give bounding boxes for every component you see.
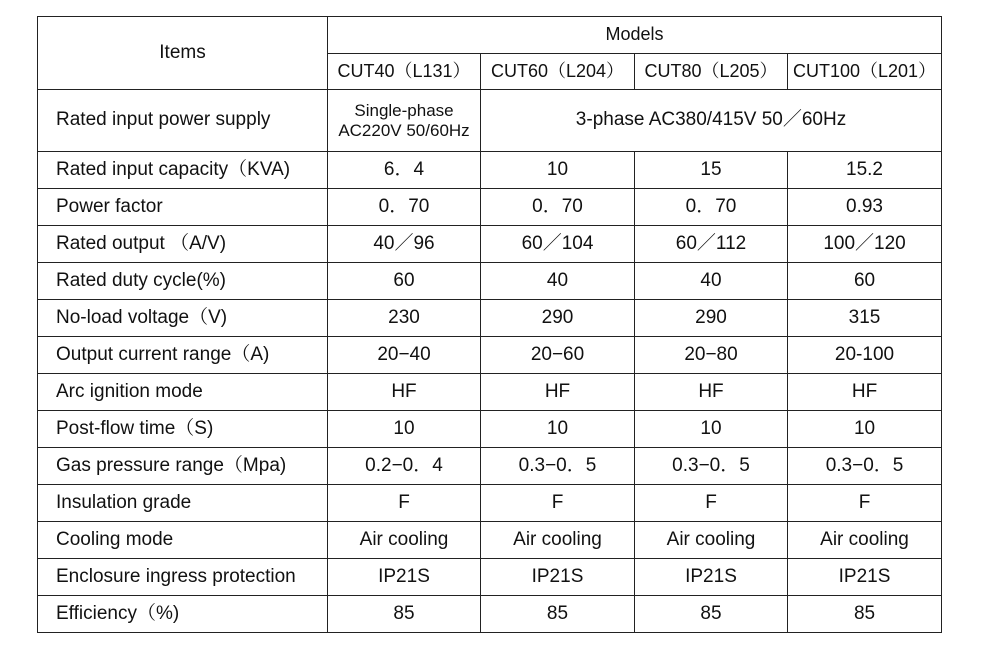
table-cell: 85 [788,596,942,633]
table-cell: 290 [481,300,635,337]
table-row [38,90,942,152]
table-cell: 10 [328,411,481,448]
table-row [38,559,942,596]
table-cell: 60／112 [635,226,788,263]
table-cell: 0．70 [328,189,481,226]
table-cell: 0.3−0．5 [481,448,635,485]
table-row [38,152,942,189]
model-cut80: CUT80（L205） [635,54,788,90]
table-row [38,337,942,374]
table-cell: 10 [788,411,942,448]
single-phase-supply [328,90,481,152]
three-phase-supply: 3-phase AC380/415V 50／60Hz [481,90,942,152]
table-cell: 85 [328,596,481,633]
row-label: Output current range（A) [38,337,328,374]
table-cell: IP21S [481,559,635,596]
table-cell: 0.2−0．4 [328,448,481,485]
model-cut60: CUT60（L204） [481,54,635,90]
table-row [38,300,942,337]
row-label: Insulation grade [38,485,328,522]
models-header: Models [328,17,942,54]
table-cell: HF [328,374,481,411]
table-cell: 0.93 [788,189,942,226]
row-label: Power factor [38,189,328,226]
table-cell: Air cooling [481,522,635,559]
row-label: No-load voltage（V) [38,300,328,337]
table-cell: 40／96 [328,226,481,263]
table-row [38,448,942,485]
table-cell: Air cooling [328,522,481,559]
table-cell: 15.2 [788,152,942,189]
table-cell: Air cooling [788,522,942,559]
single-phase-line2: AC220V 50/60Hz [338,120,470,140]
table-row [38,374,942,411]
table-cell: HF [635,374,788,411]
single-phase-line1: Single-phase [354,100,454,120]
table-cell: 6．4 [328,152,481,189]
table-cell: 20−60 [481,337,635,374]
table-cell: 10 [481,411,635,448]
table-cell: IP21S [788,559,942,596]
table-cell: HF [788,374,942,411]
table-cell: IP21S [328,559,481,596]
table-row [38,226,942,263]
row-label: Post-flow time（S) [38,411,328,448]
row-label: Rated output （A/V) [38,226,328,263]
table-cell: 0．70 [481,189,635,226]
table-cell: 0.3−0．5 [788,448,942,485]
table-cell: F [788,485,942,522]
specification-table [37,16,942,633]
table-cell: 20-100 [788,337,942,374]
table-cell: 40 [635,263,788,300]
table-cell: F [328,485,481,522]
table-cell: 315 [788,300,942,337]
row-label: Rated duty cycle(%) [38,263,328,300]
row-label: Arc ignition mode [38,374,328,411]
table-row [38,411,942,448]
table-cell: 0.3−0．5 [635,448,788,485]
row-label: Rated input power supply [38,90,328,152]
model-cut40: CUT40（L131） [328,54,481,90]
table-cell: 60 [788,263,942,300]
table-cell: 230 [328,300,481,337]
table-cell: F [635,485,788,522]
items-header: Items [38,17,328,90]
table-cell: 60 [328,263,481,300]
table-cell: Air cooling [635,522,788,559]
header-row-top [38,17,942,54]
table-cell: 20−80 [635,337,788,374]
table-cell: 10 [481,152,635,189]
table-cell: 60／104 [481,226,635,263]
row-label: Rated input capacity（KVA) [38,152,328,189]
model-cut100: CUT100（L201） [788,54,942,90]
table-row [38,189,942,226]
table-cell: 0．70 [635,189,788,226]
table-cell: 85 [635,596,788,633]
row-label: Enclosure ingress protection [38,559,328,596]
table-cell: IP21S [635,559,788,596]
row-label: Efficiency（%) [38,596,328,633]
table-row [38,522,942,559]
table-cell: 100／120 [788,226,942,263]
table-row [38,263,942,300]
table-row [38,596,942,633]
row-label: Gas pressure range（Mpa) [38,448,328,485]
table-cell: 85 [481,596,635,633]
table-cell: F [481,485,635,522]
table-cell: 40 [481,263,635,300]
table-cell: 10 [635,411,788,448]
table-cell: 15 [635,152,788,189]
table-row [38,485,942,522]
table-cell: 290 [635,300,788,337]
table-cell: 20−40 [328,337,481,374]
row-label: Cooling mode [38,522,328,559]
table-cell: HF [481,374,635,411]
